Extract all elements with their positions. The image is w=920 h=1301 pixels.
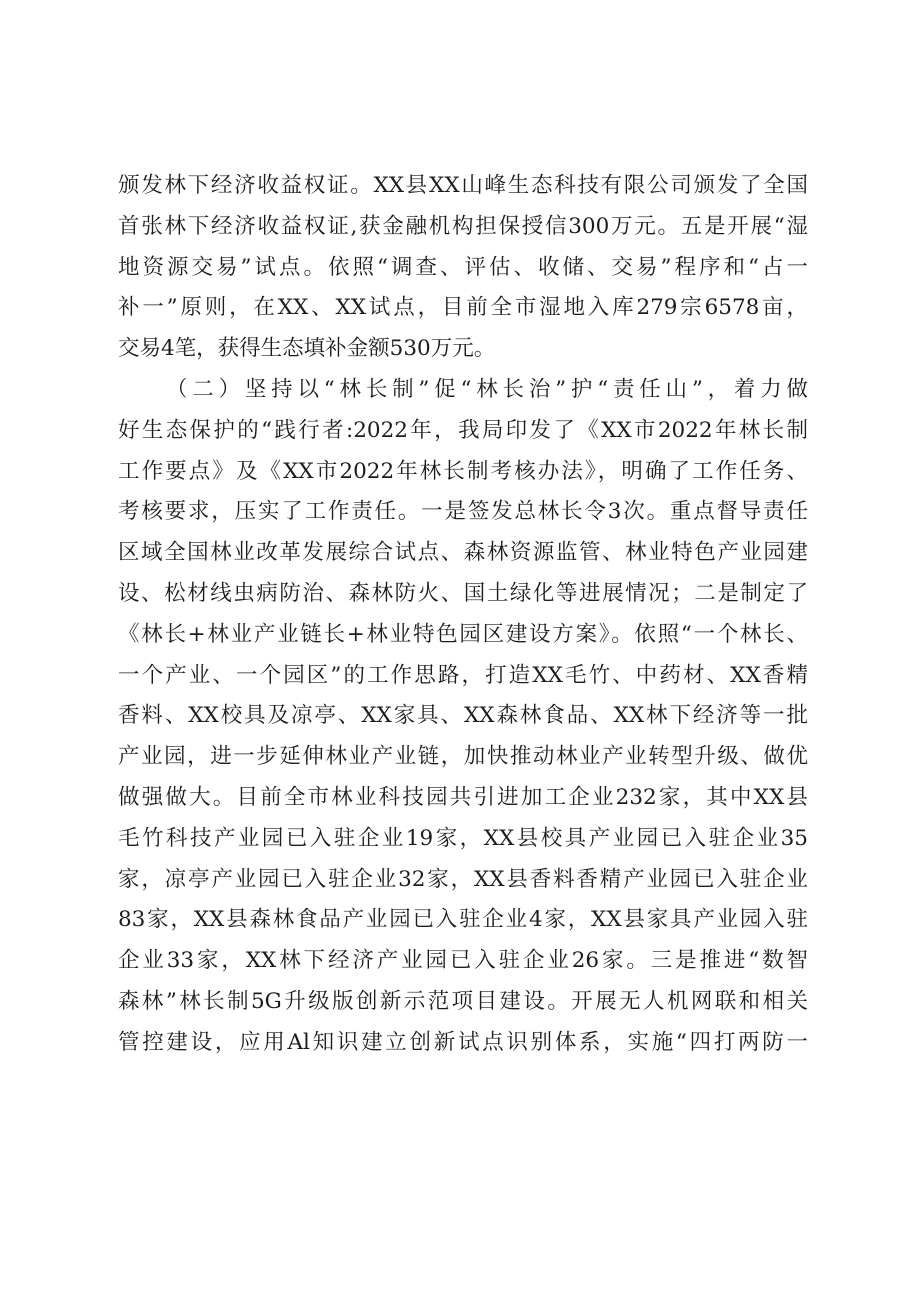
text-line: 管控建设，应用Al知识建立创新试点识别体系，实施“四打两防一 [118, 1029, 808, 1055]
document-body [118, 166, 808, 1064]
text-line: 区域全国林业改革发展综合试点、森林资源监管、林业特色产业园建 [118, 540, 808, 566]
text-line: （二）坚持以“林长制”促“林长治”护“责任山”，着力做 [166, 376, 808, 402]
text-line: 森林”林长制5G升级版创新示范项目建设。开展无人机网联和相关 [118, 988, 808, 1014]
text-line: 好生态保护的“践行者:2022年，我局印发了《XX市2022年林长制 [118, 417, 808, 443]
text-line: 工作要点》及《XX市2022年林长制考核办法》，明确了工作任务、 [118, 458, 808, 484]
text-line: 企业33家，XX林下经济产业园已入驻企业26家。三是推进“数智 [118, 948, 808, 974]
text-line: 做强做大。目前全市林业科技园共引进加工企业232家，其中XX县 [118, 784, 808, 810]
text-line: 一个产业、一个园区”的工作思路，打造XX毛竹、中药材、XX香精 [118, 662, 808, 688]
text-line: 地资源交易”试点。依照“调查、评估、收储、交易”程序和“占一 [118, 254, 808, 280]
text-line: 补一”原则，在XX、XX试点，目前全市湿地入库279宗6578亩， [118, 295, 808, 321]
paragraph-2 [118, 370, 808, 1064]
text-line: 家，凉亭产业园已入驻企业32家，XX县香料香精产业园已入驻企业 [118, 866, 808, 892]
text-line: 考核要求，压实了工作责任。一是签发总林长令3次。重点督导责任 [118, 499, 808, 525]
paragraph-1 [118, 166, 808, 370]
text-line: 交易4笔，获得生态填补金额530万元。 [118, 336, 496, 362]
text-line: 颁发林下经济收益权证。XX县XX山峰生态科技有限公司颁发了全国 [118, 173, 808, 198]
text-line: 《林长+林业产业链长+林业特色园区建设方案》。依照“一个林长、 [118, 621, 808, 647]
text-line: 香料、XX校具及凉亭、XX家具、XX森林食品、XX林下经济等一批 [118, 703, 808, 729]
text-line: 83家，XX县森林食品产业园已入驻企业4家，XX县家具产业园入驻 [118, 907, 808, 933]
text-line: 毛竹科技产业园已入驻企业19家，XX县校具产业园已入驻企业35 [118, 825, 808, 851]
text-line: 产业园，进一步延伸林业产业链，加快推动林业产业转型升级、做优 [118, 744, 808, 770]
text-line: 首张林下经济收益权证,获金融机构担保授信300万元。五是开展“湿 [118, 213, 808, 239]
text-line: 设、松材线虫病防治、森林防火、国土绿化等进展情况；二是制定了 [118, 580, 808, 606]
